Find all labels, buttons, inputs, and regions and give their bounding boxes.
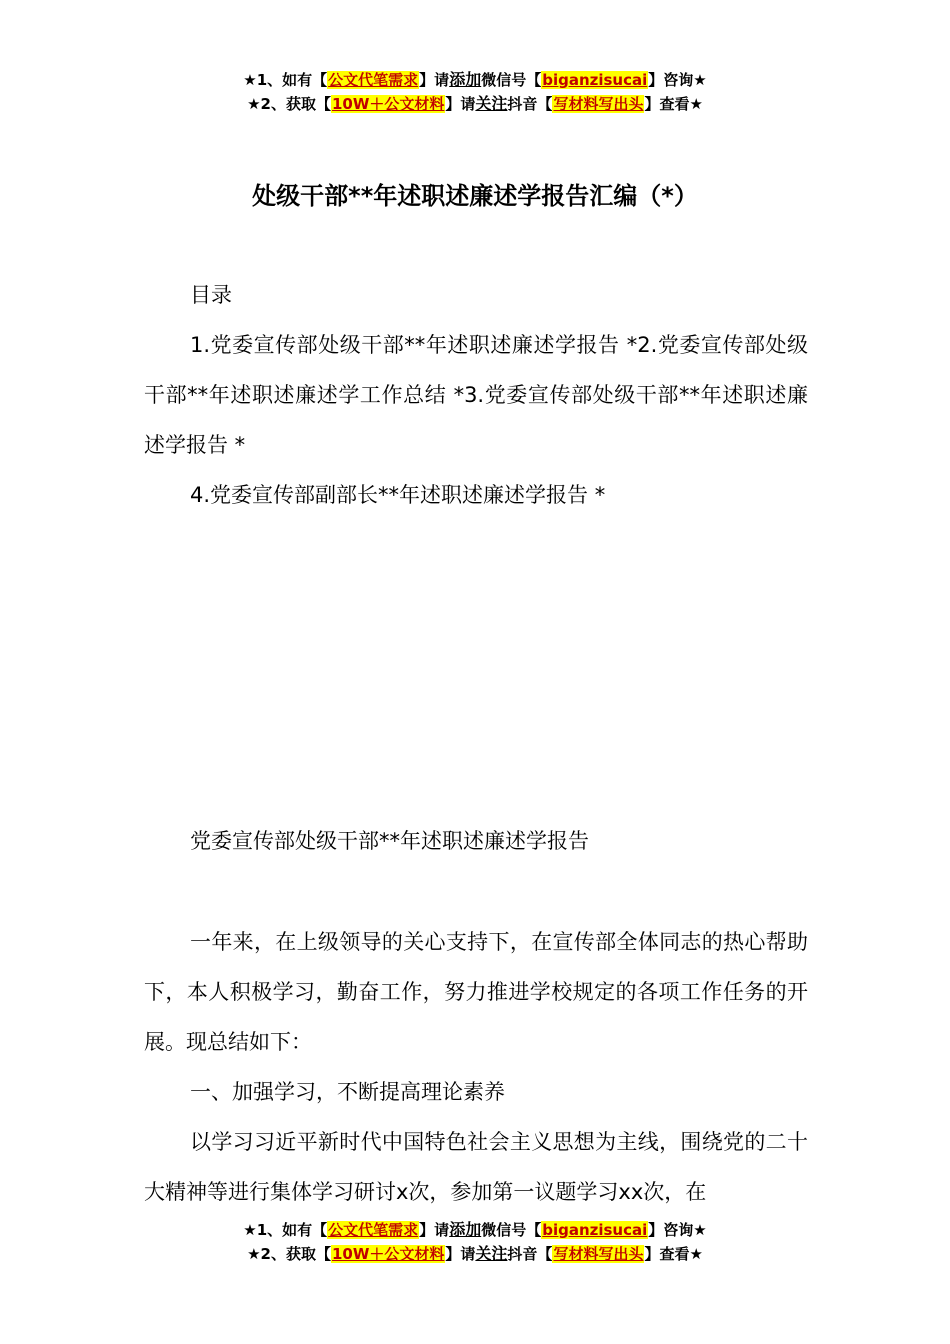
banner-text: 】查看★ <box>644 95 703 113</box>
banner-emphasis: 关注 <box>475 1244 508 1263</box>
banner-text: 】咨询★ <box>648 1221 707 1239</box>
report-paragraph: 以学习习近平新时代中国特色社会主义思想为主线，围绕党的二十大精神等进行集体学习研讨x次，参加第一议题学习xx次，在 <box>144 1130 808 1204</box>
banner-emphasis: 关注 <box>475 94 508 113</box>
toc-entries: 1.党委宣传部处级干部**年述职述廉述学报告 *2.党委宣传部处级干部**年述职述廉述学工作总结 *3.党委宣传部处级干部**年述职述廉述学报告 * <box>144 333 808 457</box>
banner-text: 】查看★ <box>644 1245 703 1263</box>
report-body <box>144 917 808 1217</box>
section-title: 党委宣传部处级干部**年述职述廉述学报告 <box>190 829 589 853</box>
section-title-block <box>144 816 808 866</box>
banner-text: 】请 <box>419 71 450 89</box>
banner-highlight: 10W＋公文材料 <box>331 95 445 113</box>
footer-banner <box>0 1218 950 1266</box>
banner-text: 】请 <box>419 1221 450 1239</box>
banner-text: 抖音【 <box>507 95 553 113</box>
toc-heading: 目录 <box>190 283 232 307</box>
banner-emphasis: 添加 <box>449 70 482 89</box>
banner-highlight: 写材料写出头 <box>553 1245 644 1263</box>
banner-highlight: 10W＋公文材料 <box>331 1245 445 1263</box>
banner-text: ★1、如有【 <box>243 1221 328 1239</box>
banner-line-2 <box>0 92 950 116</box>
banner-highlight: 公文代笔需求 <box>328 71 419 89</box>
banner-text: 微信号【 <box>481 71 542 89</box>
banner-highlight: biganzisucai <box>542 71 648 89</box>
header-banner <box>0 68 950 116</box>
banner-highlight: biganzisucai <box>542 1221 648 1239</box>
banner-text: ★2、获取【 <box>247 1245 331 1263</box>
banner-text: ★2、获取【 <box>247 95 331 113</box>
banner-highlight: 公文代笔需求 <box>328 1221 419 1239</box>
banner-text: 】请 <box>445 1245 476 1263</box>
report-heading: 一、加强学习，不断提高理论素养 <box>190 1080 505 1104</box>
banner-emphasis: 添加 <box>449 1220 482 1239</box>
banner-line-2 <box>0 1242 950 1266</box>
document-title: 处级干部**年述职述廉述学报告汇编（*） <box>252 182 698 210</box>
banner-line-1 <box>0 1218 950 1242</box>
toc-item-4: 4.党委宣传部副部长**年述职述廉述学报告 * <box>190 483 606 507</box>
banner-text: 微信号【 <box>481 1221 542 1239</box>
banner-text: 】请 <box>445 95 476 113</box>
banner-text: 抖音【 <box>507 1245 553 1263</box>
banner-text: 】咨询★ <box>648 71 707 89</box>
banner-line-1 <box>0 68 950 92</box>
banner-text: ★1、如有【 <box>243 71 328 89</box>
toc-list <box>144 320 808 470</box>
banner-highlight: 写材料写出头 <box>553 95 644 113</box>
toc-heading-block <box>144 270 808 320</box>
toc-item-4-block <box>144 470 808 520</box>
report-paragraph: 一年来，在上级领导的关心支持下，在宣传部全体同志的热心帮助下，本人积极学习，勤奋工作，努力推进学校规定的各项工作任务的开展。现总结如下： <box>144 930 808 1054</box>
